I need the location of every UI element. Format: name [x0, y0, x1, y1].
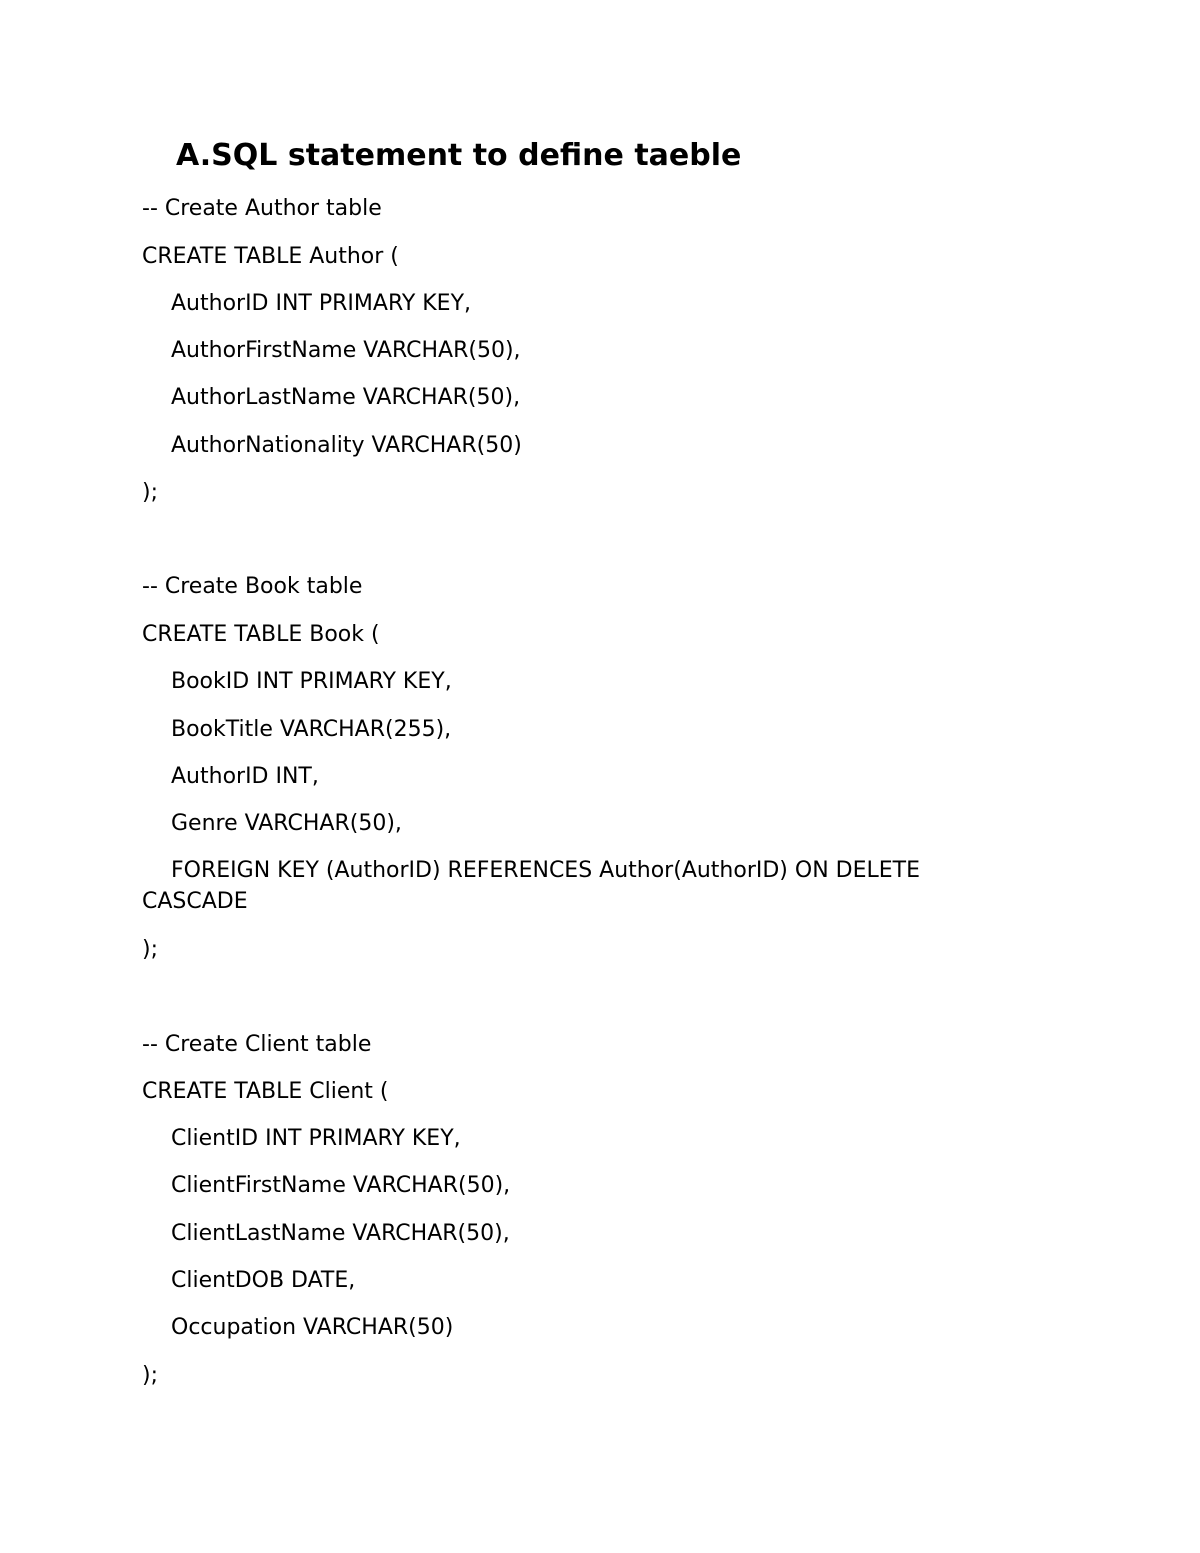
- book-column-line: Genre VARCHAR(50),: [171, 811, 402, 836]
- client-column-line: Occupation VARCHAR(50): [171, 1315, 454, 1340]
- author-table-comment: -- Create Author table: [142, 196, 382, 221]
- book-column-line: BookTitle VARCHAR(255),: [171, 717, 452, 742]
- page-title: A.SQL statement to define taeble: [176, 138, 742, 173]
- author-close-statement: );: [142, 480, 158, 505]
- client-create-statement: CREATE TABLE Client (: [142, 1079, 389, 1104]
- book-create-statement: CREATE TABLE Book (: [142, 622, 380, 647]
- author-column-line: AuthorNationality VARCHAR(50): [171, 433, 522, 458]
- client-column-line: ClientFirstName VARCHAR(50),: [171, 1173, 511, 1198]
- client-column-line: ClientDOB DATE,: [171, 1268, 356, 1293]
- author-column-line: AuthorID INT PRIMARY KEY,: [171, 291, 472, 316]
- book-column-line: AuthorID INT,: [171, 764, 319, 789]
- client-column-line: ClientLastName VARCHAR(50),: [171, 1221, 510, 1246]
- book-column-line: BookID INT PRIMARY KEY,: [171, 669, 452, 694]
- book-close-statement: );: [142, 937, 158, 962]
- client-column-line: ClientID INT PRIMARY KEY,: [171, 1126, 461, 1151]
- book-table-comment: -- Create Book table: [142, 574, 363, 599]
- author-create-statement: CREATE TABLE Author (: [142, 244, 399, 269]
- client-table-comment: -- Create Client table: [142, 1032, 372, 1057]
- author-column-line: AuthorFirstName VARCHAR(50),: [171, 338, 521, 363]
- client-close-statement: );: [142, 1363, 158, 1388]
- book-foreign-key-line: FOREIGN KEY (AuthorID) REFERENCES Author(AuthorID) ON DELETE: [171, 858, 920, 883]
- book-foreign-key-continuation: CASCADE: [142, 889, 248, 914]
- author-column-line: AuthorLastName VARCHAR(50),: [171, 385, 521, 410]
